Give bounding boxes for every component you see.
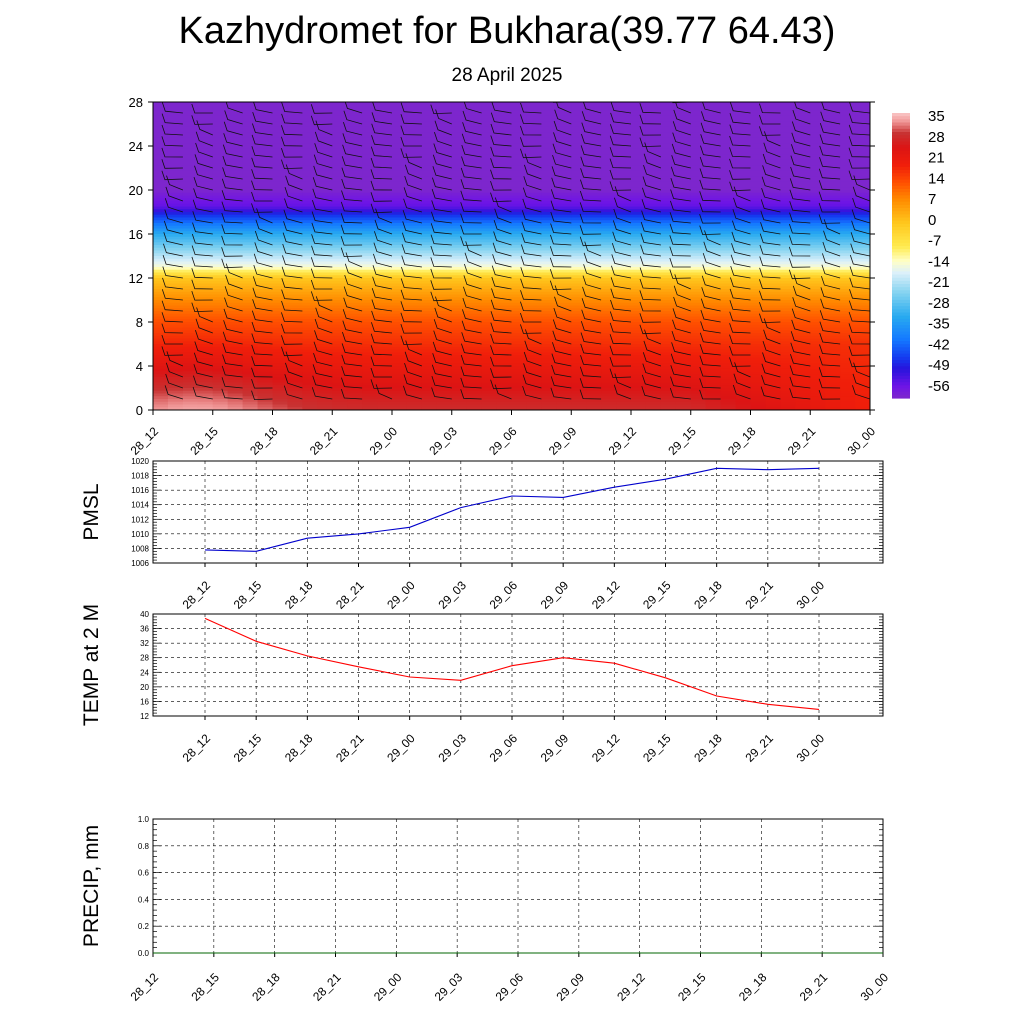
chart-title: Kazhydromet for Bukhara(39.77 64.43) [178,10,836,52]
cross-section-heatmap [128,88,879,458]
chart-subtitle: 28 April 2025 [451,65,563,86]
heatmap-cells [153,102,871,411]
